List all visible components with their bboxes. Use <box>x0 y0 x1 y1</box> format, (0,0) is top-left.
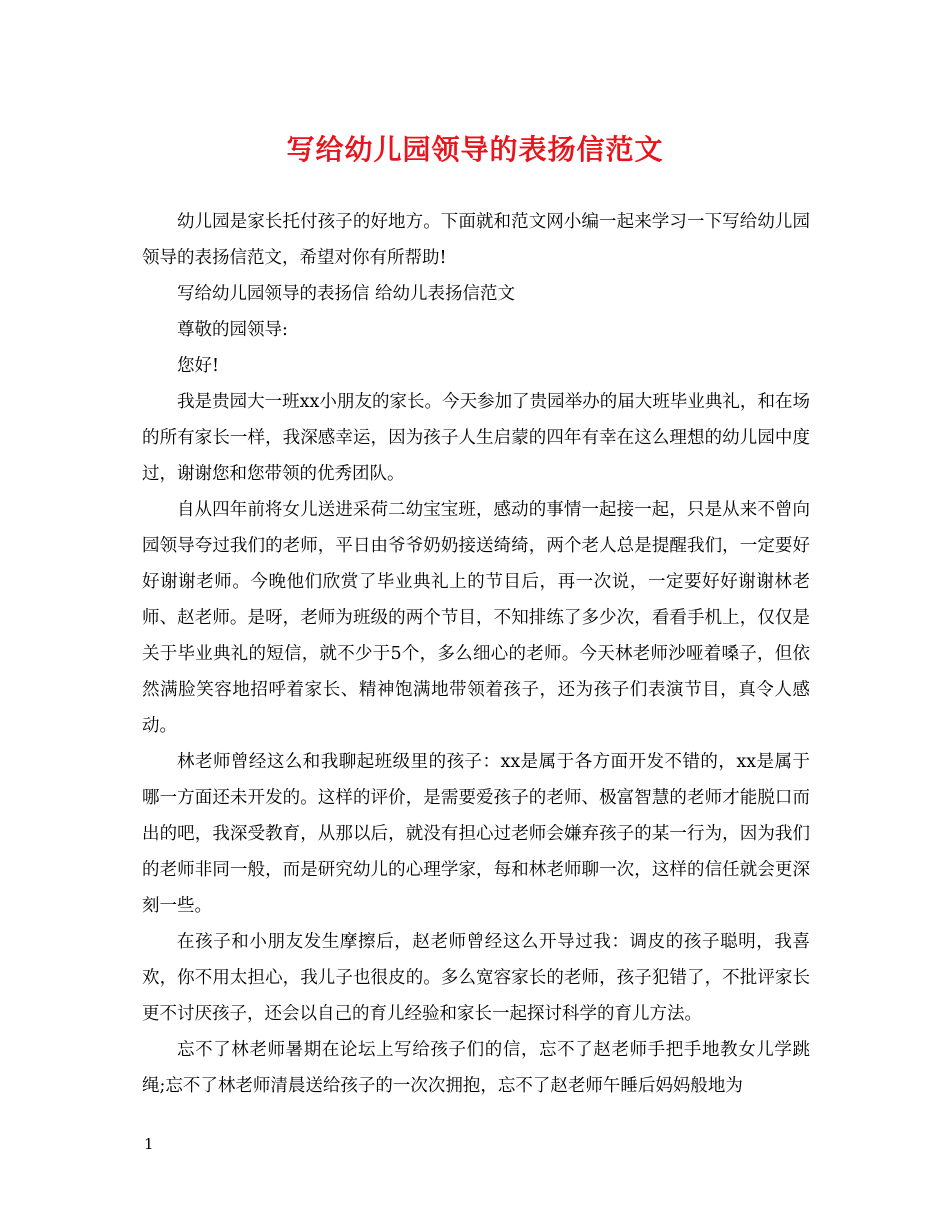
document-title: 写给幼儿园领导的表扬信范文 <box>286 133 664 166</box>
paragraph: 幼儿园是家长托付孩子的好地方。下面就和范文网小编一起来学习一下写给幼儿园领导的表扬信范文，希望对你有所帮助! <box>142 212 810 268</box>
page-number: 1 <box>144 1135 154 1153</box>
document-body <box>142 204 810 1104</box>
paragraph: 自从四年前将女儿送进采荷二幼宝宝班，感动的事情一起接一起，只是从来不曾向园领导夸过我们的老师，平日由爷爷奶奶接送绮绮，两个老人总是提醒我们，一定要好好谢谢老师。今晚他们欣赏了毕业典礼上的节目后，再一次说，一定要好好谢谢林老师、赵老师。是呀，老师为班级的两个节目，不知排练了多少次，看看手机上，仅仅是关于毕业典礼的短信，就不少于5个，多么细心的老师。今天林老师沙哑着嗓子，但依然满脸笑容地招呼着家长、精神饱满地带领着孩子，还为孩子们表演节目，真令人感动。 <box>142 500 810 736</box>
paragraph: 在孩子和小朋友发生摩擦后，赵老师曾经这么开导过我：调皮的孩子聪明，我喜欢，你不用太担心，我儿子也很皮的。多么宽容家长的老师，孩子犯错了，不批评家长更不讨厌孩子，还会以自己的育儿经验和家长一起探讨科学的育儿方法。 <box>142 932 810 1024</box>
paragraph: 林老师曾经这么和我聊起班级里的孩子：xx是属于各方面开发不错的，xx是属于哪一方面还未开发的。这样的评价，是需要爱孩子的老师、极富智慧的老师才能脱口而出的吧，我深受教育，从那以后，就没有担心过老师会嫌弃孩子的某一行为，因为我们的老师非同一般，而是研究幼儿的心理学家，每和林老师聊一次，这样的信任就会更深刻一些。 <box>142 752 810 916</box>
paragraph: 忘不了林老师暑期在论坛上写给孩子们的信，忘不了赵老师手把手地教女儿学跳绳;忘不了林老师清晨送给孩子的一次次拥抱，忘不了赵老师午睡后妈妈般地为 <box>142 1040 810 1096</box>
paragraph: 您好! <box>177 356 220 376</box>
paragraph: 尊敬的园领导: <box>177 320 288 340</box>
paragraph: 写给幼儿园领导的表扬信 给幼儿表扬信范文 <box>177 284 516 304</box>
paragraph: 我是贵园大一班xx小朋友的家长。今天参加了贵园举办的届大班毕业典礼，和在场的所有家长一样，我深感幸运，因为孩子人生启蒙的四年有幸在这么理想的幼儿园中度过，谢谢您和您带领的优秀团队。 <box>142 392 810 484</box>
